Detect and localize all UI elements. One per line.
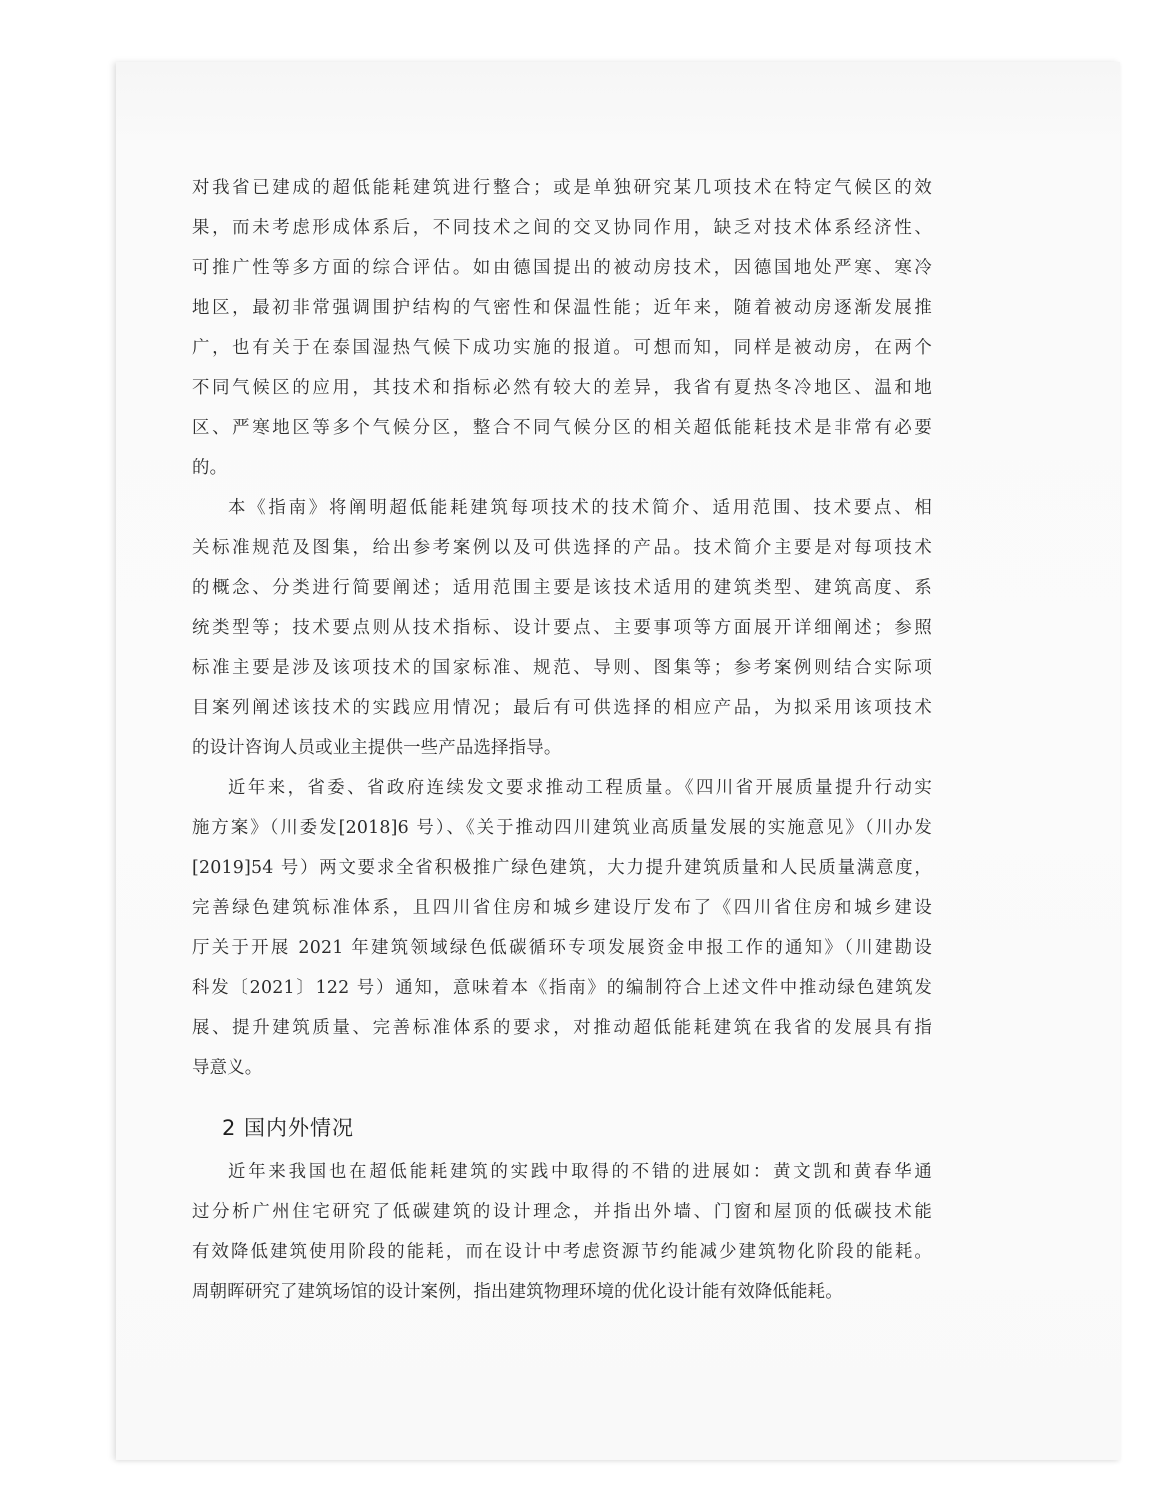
text-line: 施方案》（川委发[2018]6 号）、《关于推动四川建筑业高质量发展的实施意见》（川办发 — [192, 818, 932, 838]
text-line: 区、严寒地区等多个气候分区，整合不同气候分区的相关超低能耗技术是非常有必要 — [192, 418, 932, 438]
paragraph-2 — [192, 488, 932, 768]
text-line: 科发〔2021〕122 号）通知，意味着本《指南》的编制符合上述文件中推动绿色建筑发 — [192, 978, 932, 998]
text-line: 对我省已建成的超低能耗建筑进行整合；或是单独研究某几项技术在特定气候区的效 — [192, 178, 932, 198]
text-line: 的概念、分类进行简要阐述；适用范围主要是该技术适用的建筑类型、建筑高度、系 — [192, 578, 932, 598]
text-line: 地区，最初非常强调围护结构的气密性和保温性能；近年来，随着被动房逐渐发展推 — [192, 298, 932, 318]
text-line: 统类型等；技术要点则从技术指标、设计要点、主要事项等方面展开详细阐述；参照 — [192, 618, 932, 638]
text-line: 不同气候区的应用，其技术和指标必然有较大的差异，我省有夏热冬冷地区、温和地 — [192, 378, 932, 398]
text-line: 标准主要是涉及该项技术的国家标准、规范、导则、图集等；参考案例则结合实际项 — [192, 658, 932, 678]
text-line: 近年来我国也在超低能耗建筑的实践中取得的不错的进展如：黄文凯和黄春华通 — [228, 1162, 932, 1182]
section-heading: 2 国内外情况 — [222, 1116, 355, 1140]
text-line: 有效降低建筑使用阶段的能耗，而在设计中考虑资源节约能减少建筑物化阶段的能耗。 — [192, 1242, 932, 1262]
text-line: 关标准规范及图集，给出参考案例以及可供选择的产品。技术简介主要是对每项技术 — [192, 538, 932, 558]
text-line: 果，而未考虑形成体系后，不同技术之间的交叉协同作用，缺乏对技术体系经济性、 — [192, 218, 932, 238]
text-line: 过分析广州住宅研究了低碳建筑的设计理念，并指出外墙、门窗和屋顶的低碳技术能 — [192, 1202, 932, 1222]
text-line: [2019]54 号）两文要求全省积极推广绿色建筑，大力提升建筑质量和人民质量满意度， — [192, 858, 932, 878]
paragraph-1 — [192, 168, 932, 488]
text-line: 本《指南》将阐明超低能耗建筑每项技术的技术简介、适用范围、技术要点、相 — [228, 498, 932, 518]
text-line: 完善绿色建筑标准体系，且四川省住房和城乡建设厅发布了《四川省住房和城乡建设 — [192, 898, 932, 918]
paragraph-3 — [192, 768, 932, 1088]
text-line: 周朝晖研究了建筑场馆的设计案例，指出建筑物理环境的优化设计能有效降低能耗。 — [192, 1282, 843, 1302]
text-line: 可推广性等多方面的综合评估。如由德国提出的被动房技术，因德国地处严寒、寒冷 — [192, 258, 932, 278]
text-line: 展、提升建筑质量、完善标准体系的要求，对推动超低能耗建筑在我省的发展具有指 — [192, 1018, 932, 1038]
text-line: 目案列阐述该技术的实践应用情况；最后有可供选择的相应产品，为拟采用该项技术 — [192, 698, 932, 718]
paragraph-4 — [192, 1152, 932, 1312]
text-line: 广，也有关于在泰国湿热气候下成功实施的报道。可想而知，同样是被动房，在两个 — [192, 338, 932, 358]
text-line: 导意义。 — [192, 1058, 263, 1078]
text-line: 厅关于开展 2021 年建筑领域绿色低碳循环专项发展资金申报工作的通知》（川建勘设 — [192, 938, 932, 958]
text-line: 近年来，省委、省政府连续发文要求推动工程质量。《四川省开展质量提升行动实 — [228, 778, 932, 798]
text-line: 的设计咨询人员或业主提供一些产品选择指导。 — [192, 738, 562, 758]
text-line: 的。 — [192, 458, 228, 478]
